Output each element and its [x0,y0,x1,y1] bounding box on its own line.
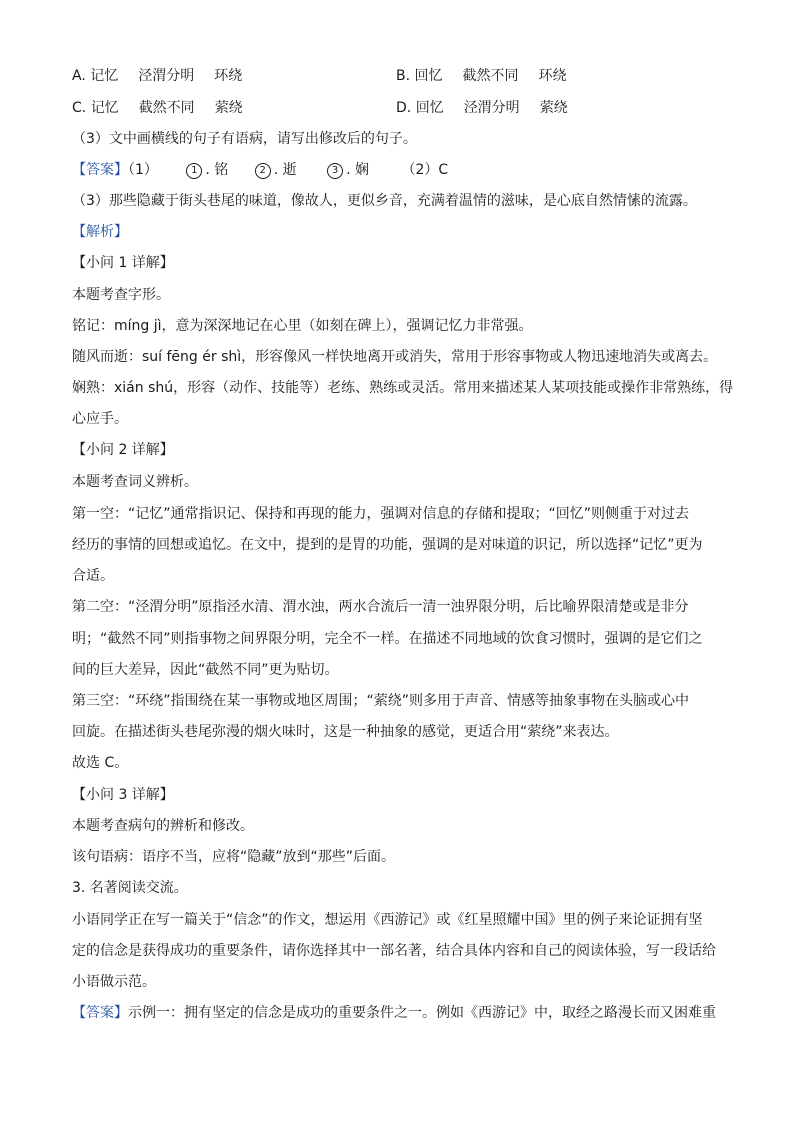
text-line: 随风而逝：suí fēng ér shì，形容像风一样快地离开或消失，常用于形容事物或人物迅速地消失或离去。 [72,349,718,365]
text-line: 该句语病：语序不当，应将“隐藏”放到“那些”后面。 [72,849,396,865]
text-line: 铭记：míng jì，意为深深地记在心里（如刻在碑上），强调记忆力非常强。 [72,318,533,334]
answer-part-3: （3）那些隐藏于街头巷尾的味道，像故人，更似乡音，充满着温情的滋味，是心底自然情愫的流露。 [72,193,697,209]
question-3-prompt: （3）文中画横线的句子有语病，请写出修改后的句子。 [72,131,417,147]
text-line: 定的信念是获得成功的重要条件，请你选择其中一部名著，结合具体内容和自己的阅读体验，写一段话给 [72,943,716,959]
option-word: 环绕 [538,68,567,84]
circled-number-3: 3 [327,163,343,179]
circled-number-2: 2 [255,163,271,179]
option-letter: C. [72,100,87,116]
option-word: 截然不同 [138,100,195,116]
subquestion-3-heading: 【小问 3 详解】 [72,787,174,803]
text-line: 第二空：“泾渭分明”原指泾水清、渭水浊，两水合流后一清一浊界限分明，后比喻界限清楚或是非分 [72,599,689,615]
answer-part-1-label: （1） [128,162,158,178]
option-d [396,98,568,118]
option-letter: B. [396,68,411,84]
answer-2-line [72,1003,716,1023]
answer-tag: 【答案】 [72,1005,128,1021]
text-line: 合适。 [72,568,114,584]
subquestion-1-heading: 【小问 1 详解】 [72,255,174,271]
text-line: 小语同学正在写一篇关于“信念”的作文，想运用《西游记》或《红星照耀中国》里的例子来论证拥有坚 [72,912,703,928]
option-a [72,66,242,86]
answer-char-2: . 逝 [273,162,297,178]
circled-number-1: 1 [186,163,202,179]
text-line: 经历的事情的回想或追忆。在文中，提到的是胃的功能，强调的是对味道的识记，所以选择“记忆”更为 [72,537,703,553]
subquestion-2-heading: 【小问 2 详解】 [72,442,174,458]
question-3-title: 3. 名著阅读交流。 [72,880,188,896]
option-word: 截然不同 [462,68,519,84]
option-word: 萦绕 [214,100,243,116]
option-word: 萦绕 [539,100,568,116]
text-line: 明；“截然不同”则指事物之间界限分明，完全不一样。在描述不同地域的饮食习惯时，强调的是它们之 [72,631,703,647]
option-letter: A. [72,68,86,84]
text-line: 小语做示范。 [72,974,156,990]
option-word: 环绕 [214,68,243,84]
text-line: 故选 C。 [72,755,129,771]
analysis-tag: 【解析】 [72,224,128,240]
text-line: 娴熟：xián shú，形容（动作、技能等）老练、熟练或灵活。常用来描述某人某项技能或操作非常熟练，得 [72,380,734,396]
text-line: 本题考查词义辨析。 [72,474,198,490]
text-line: 心应手。 [72,411,128,427]
text-line: 第三空：“环绕”指围绕在某一事物或地区周围；“萦绕”则多用于声音、情感等抽象事物在头脑或心中 [72,693,690,709]
option-c [72,98,243,118]
option-word: 泾渭分明 [138,68,195,84]
option-word: 回忆 [415,100,444,116]
option-b [396,66,567,86]
option-word: 回忆 [414,68,443,84]
text-line: 第一空：“记忆”通常指识记、保持和再现的能力，强调对信息的存储和提取；“回忆”则侧重于对过去 [72,506,690,522]
answer-line [72,160,448,180]
text-line: 本题考查病句的辨析和修改。 [72,818,254,834]
answer-char-3: . 娴 [346,162,369,178]
text-line: 本题考查字形。 [72,287,170,303]
text-line: 回旋。在描述街头巷尾弥漫的烟火味时，这是一种抽象的感觉，更适合用“萦绕”来表达。 [72,724,619,740]
option-word: 记忆 [90,68,119,84]
option-word: 泾渭分明 [463,100,520,116]
answer-part-2: （2）C [401,162,449,178]
answer-tag: 【答案】 [72,162,128,178]
answer-char-1: . 铭 [205,162,229,178]
answer-2-text: 示例一：拥有坚定的信念是成功的重要条件之一。例如《西游记》中，取经之路漫长而又困难重 [128,1005,716,1021]
option-letter: D. [396,100,412,116]
text-line: 间的巨大差异，因此“截然不同”更为贴切。 [72,662,339,678]
option-word: 记忆 [90,100,119,116]
